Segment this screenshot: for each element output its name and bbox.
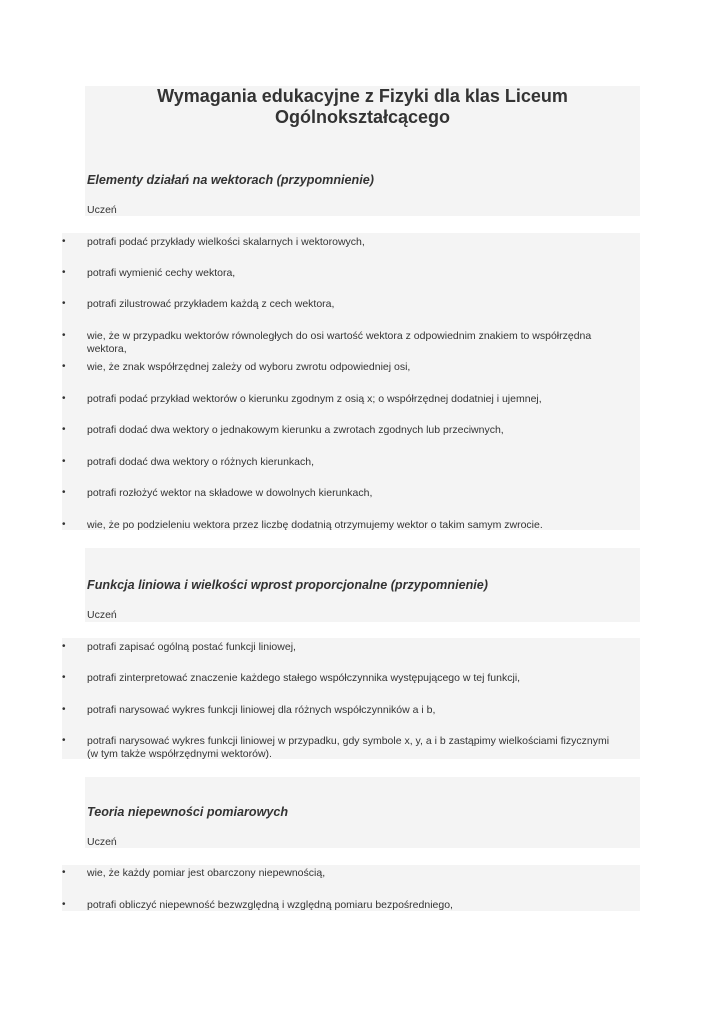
list-item: • potrafi narysować wykres funkcji liniowej w przypadku, gdy symbole x, y, a i b zastąpimy wielkościami fizycznymi (w tym także współrzędnymi wektorów). (62, 735, 610, 760)
list-item: • wie, że każdy pomiar jest obarczony niepewnością, (62, 867, 326, 879)
section-heading: Teoria niepewności pomiarowych (87, 805, 289, 819)
list-item: • potrafi rozłożyć wektor na składowe w dowolnych kierunkach, (62, 487, 373, 499)
list-item: • potrafi narysować wykres funkcji liniowej dla różnych współczynników a i b, (62, 704, 436, 716)
section-intro: Uczeń (87, 609, 117, 621)
bullet-icon: • (62, 361, 66, 372)
bullet-icon: • (62, 867, 66, 878)
list-item: • wie, że po podzieleniu wektora przez liczbę dodatnią otrzymujemy wektor o takim samym zwrocie. (62, 519, 543, 531)
bullet-icon: • (62, 267, 66, 278)
bullet-icon: • (62, 519, 66, 530)
list-item: • potrafi podać przykład wektorów o kierunku zgodnym z osią x; o współrzędnej dodatniej i ujemnej, (62, 393, 542, 405)
bullet-icon: • (62, 424, 66, 435)
bullet-icon: • (62, 899, 66, 910)
bullet-icon: • (62, 330, 66, 341)
section-intro: Uczeń (87, 836, 117, 848)
bullet-icon: • (62, 236, 66, 247)
bullet-icon: • (62, 487, 66, 498)
bullet-icon: • (62, 735, 66, 746)
bullet-icon: • (62, 456, 66, 467)
bullet-icon: • (62, 672, 66, 683)
list-item: • potrafi dodać dwa wektory o różnych kierunkach, (62, 456, 315, 468)
section-heading: Elementy działań na wektorach (przypomnienie) (87, 173, 374, 187)
section-intro: Uczeń (87, 204, 117, 216)
bullet-icon: • (62, 641, 66, 652)
section-heading: Funkcja liniowa i wielkości wprost proporcjonalne (przypomnienie) (87, 578, 488, 592)
list-item: • potrafi wymienić cechy wektora, (62, 267, 236, 279)
list-item: • potrafi zinterpretować znaczenie każdego stałego współczynnika występującego w tej funkcji, (62, 672, 521, 684)
bullet-icon: • (62, 393, 66, 404)
list-item: • potrafi zapisać ogólną postać funkcji liniowej, (62, 641, 296, 653)
list-item: • wie, że w przypadku wektorów równoległych do osi wartość wektora z odpowiednim znakiem to współrzędna wektora, (62, 330, 592, 355)
list-item: • potrafi obliczyć niepewność bezwzględną i względną pomiaru bezpośredniego, (62, 899, 453, 911)
bullet-icon: • (62, 704, 66, 715)
list-item: • potrafi podać przykłady wielkości skalarnych i wektorowych, (62, 236, 365, 248)
list-item: • potrafi dodać dwa wektory o jednakowym kierunku a zwrotach zgodnych lub przeciwnych, (62, 424, 504, 436)
list-item: • wie, że znak współrzędnej zależy od wyboru zwrotu odpowiedniej osi, (62, 361, 411, 373)
list-item: • potrafi zilustrować przykładem każdą z cech wektora, (62, 298, 335, 310)
page-title: Wymagania edukacyjne z Fizyki dla klas Liceum Ogólnokształcącego (157, 86, 568, 127)
bullet-icon: • (62, 298, 66, 309)
